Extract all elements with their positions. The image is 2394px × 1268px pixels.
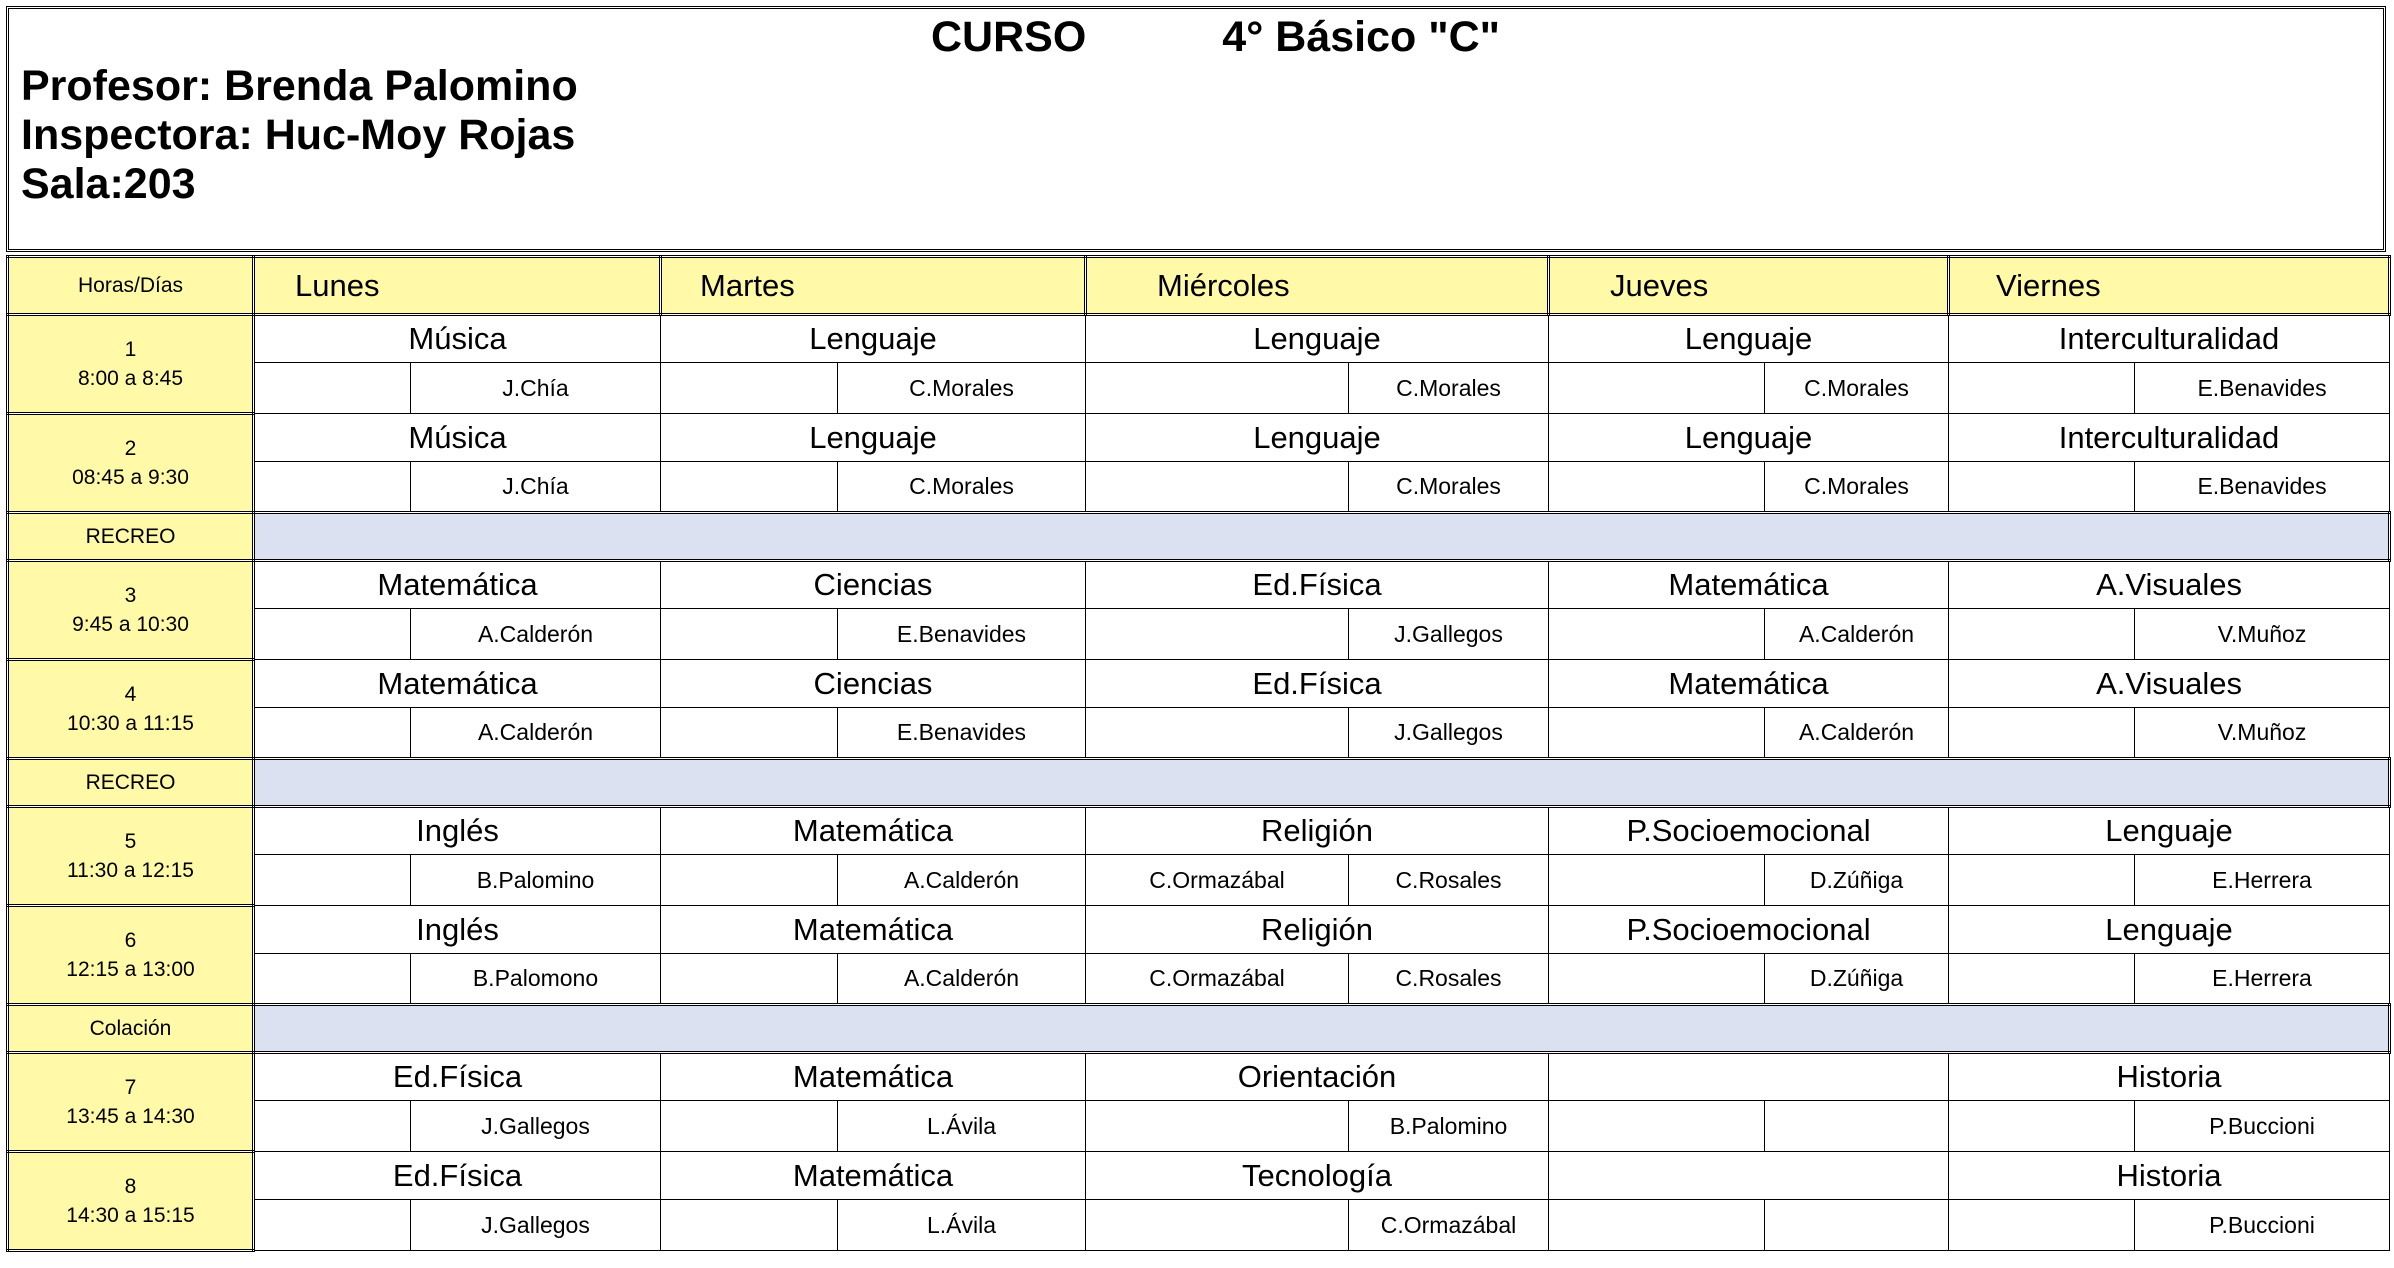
teacher-jueves — [1765, 1101, 1949, 1152]
break-row — [8, 513, 2390, 561]
break-label: RECREO — [8, 513, 254, 561]
teacher-martes: A.Calderón — [838, 954, 1086, 1005]
teacher-jueves: C.Morales — [1765, 462, 1949, 513]
subject-martes: Ciencias — [661, 561, 1086, 609]
co-teacher-miercoles: C.Ormazábal — [1086, 855, 1349, 906]
teacher-martes: E.Benavides — [838, 708, 1086, 759]
period-cell — [8, 1053, 254, 1152]
co-teacher-lunes — [254, 1101, 411, 1152]
period-time: 12:15 a 13:00 — [66, 958, 195, 981]
subject-miercoles: Orientación — [1086, 1053, 1549, 1101]
subject-lunes: Ed.Física — [254, 1152, 661, 1200]
teacher-jueves: C.Morales — [1765, 363, 1949, 414]
co-teacher-miercoles — [1086, 462, 1349, 513]
period-subject-row — [8, 906, 2390, 954]
period-number: 4 — [124, 683, 137, 706]
teacher-viernes: V.Muñoz — [2135, 609, 2390, 660]
subject-jueves: Lenguaje — [1549, 315, 1949, 363]
co-teacher-jueves — [1549, 363, 1765, 414]
subject-jueves — [1549, 1152, 1949, 1200]
subject-miercoles: Ed.Física — [1086, 561, 1549, 609]
teacher-lunes: J.Gallegos — [411, 1101, 661, 1152]
co-teacher-viernes — [1949, 708, 2135, 759]
teacher-viernes: E.Herrera — [2135, 855, 2390, 906]
teacher-lunes: J.Chía — [411, 462, 661, 513]
co-teacher-lunes — [254, 1200, 411, 1251]
days-header-row — [8, 257, 2390, 315]
subject-lunes: Inglés — [254, 906, 661, 954]
schedule-header — [6, 6, 2386, 252]
co-teacher-lunes — [254, 708, 411, 759]
break-row — [8, 1005, 2390, 1053]
co-teacher-miercoles — [1086, 708, 1349, 759]
teacher-martes: C.Morales — [838, 363, 1086, 414]
period-time: 11:30 a 12:15 — [67, 859, 194, 882]
break-band — [254, 513, 2390, 561]
period-cell — [8, 414, 254, 513]
co-teacher-viernes — [1949, 1200, 2135, 1251]
period-cell — [8, 561, 254, 660]
break-band — [254, 759, 2390, 807]
teacher-martes: A.Calderón — [838, 855, 1086, 906]
period-time: 08:45 a 9:30 — [72, 466, 189, 489]
teacher-martes: C.Morales — [838, 462, 1086, 513]
teacher-lunes: J.Chía — [411, 363, 661, 414]
teacher-jueves: A.Calderón — [1765, 609, 1949, 660]
co-teacher-martes — [661, 1101, 838, 1152]
teacher-lunes: J.Gallegos — [411, 1200, 661, 1251]
period-number: 1 — [124, 338, 137, 361]
co-teacher-miercoles — [1086, 609, 1349, 660]
subject-lunes: Ed.Física — [254, 1053, 661, 1101]
co-teacher-lunes — [254, 363, 411, 414]
co-teacher-lunes — [254, 954, 411, 1005]
period-time: 9:45 a 10:30 — [72, 613, 189, 636]
period-cell — [8, 906, 254, 1005]
subject-miercoles: Lenguaje — [1086, 315, 1549, 363]
co-teacher-jueves — [1549, 954, 1765, 1005]
subject-viernes: Lenguaje — [1949, 906, 2390, 954]
teacher-miercoles: C.Rosales — [1349, 855, 1549, 906]
co-teacher-miercoles — [1086, 1101, 1349, 1152]
day-header-lunes: Lunes — [254, 257, 661, 315]
teacher-miercoles: C.Ormazábal — [1349, 1200, 1549, 1251]
period-teacher-row — [8, 609, 2390, 660]
co-teacher-jueves — [1549, 609, 1765, 660]
day-header-martes: Martes — [661, 257, 1086, 315]
co-teacher-viernes — [1949, 1101, 2135, 1152]
co-teacher-martes — [661, 609, 838, 660]
period-subject-row — [8, 561, 2390, 609]
co-teacher-martes — [661, 363, 838, 414]
co-teacher-jueves — [1549, 462, 1765, 513]
period-cell — [8, 315, 254, 414]
period-subject-row — [8, 807, 2390, 855]
teacher-jueves — [1765, 1200, 1949, 1251]
teacher-viernes: E.Herrera — [2135, 954, 2390, 1005]
period-subject-row — [8, 315, 2390, 363]
break-label: Colación — [8, 1005, 254, 1053]
period-time: 14:30 a 15:15 — [66, 1204, 195, 1227]
period-number: 2 — [124, 437, 137, 460]
course-title — [931, 13, 1500, 62]
period-cell — [8, 1152, 254, 1251]
teacher-martes: L.Ávila — [838, 1200, 1086, 1251]
period-cell — [8, 660, 254, 759]
teacher-lunes: B.Palomino — [411, 855, 661, 906]
co-teacher-jueves — [1549, 708, 1765, 759]
break-label: RECREO — [8, 759, 254, 807]
break-band — [254, 1005, 2390, 1053]
teacher-miercoles: C.Morales — [1349, 462, 1549, 513]
co-teacher-miercoles: C.Ormazábal — [1086, 954, 1349, 1005]
subject-miercoles: Tecnología — [1086, 1152, 1549, 1200]
inspectora-line: Inspectora: Huc-Moy Rojas — [21, 111, 576, 159]
subject-lunes: Inglés — [254, 807, 661, 855]
sala-line: Sala:203 — [21, 160, 196, 208]
subject-miercoles: Lenguaje — [1086, 414, 1549, 462]
teacher-miercoles: C.Morales — [1349, 363, 1549, 414]
subject-jueves: P.Socioemocional — [1549, 906, 1949, 954]
period-number: 3 — [124, 584, 137, 607]
subject-martes: Lenguaje — [661, 315, 1086, 363]
co-teacher-jueves — [1549, 855, 1765, 906]
subject-miercoles: Religión — [1086, 807, 1549, 855]
teacher-martes: L.Ávila — [838, 1101, 1086, 1152]
teacher-viernes: V.Muñoz — [2135, 708, 2390, 759]
schedule-table — [6, 255, 2391, 1252]
break-row — [8, 759, 2390, 807]
co-teacher-viernes — [1949, 855, 2135, 906]
co-teacher-jueves — [1549, 1200, 1765, 1251]
period-number: 7 — [124, 1076, 137, 1099]
co-teacher-viernes — [1949, 609, 2135, 660]
teacher-viernes: P.Buccioni — [2135, 1101, 2390, 1152]
teacher-viernes: E.Benavides — [2135, 363, 2390, 414]
subject-miercoles: Ed.Física — [1086, 660, 1549, 708]
teacher-viernes: E.Benavides — [2135, 462, 2390, 513]
subject-lunes: Música — [254, 414, 661, 462]
period-subject-row — [8, 1053, 2390, 1101]
period-subject-row — [8, 660, 2390, 708]
subject-martes: Matemática — [661, 1152, 1086, 1200]
subject-lunes: Matemática — [254, 561, 661, 609]
subject-viernes: A.Visuales — [1949, 660, 2390, 708]
subject-martes: Lenguaje — [661, 414, 1086, 462]
period-subject-row — [8, 414, 2390, 462]
subject-martes: Matemática — [661, 1053, 1086, 1101]
subject-martes: Ciencias — [661, 660, 1086, 708]
teacher-miercoles: C.Rosales — [1349, 954, 1549, 1005]
co-teacher-lunes — [254, 462, 411, 513]
teacher-miercoles: B.Palomino — [1349, 1101, 1549, 1152]
period-time: 8:00 a 8:45 — [77, 367, 184, 390]
period-teacher-row — [8, 855, 2390, 906]
teacher-lunes: A.Calderón — [411, 609, 661, 660]
period-time: 13:45 a 14:30 — [66, 1105, 195, 1128]
period-subject-row — [8, 1152, 2390, 1200]
period-teacher-row — [8, 708, 2390, 759]
subject-miercoles: Religión — [1086, 906, 1549, 954]
teacher-jueves: A.Calderón — [1765, 708, 1949, 759]
subject-viernes: Interculturalidad — [1949, 414, 2390, 462]
co-teacher-martes — [661, 855, 838, 906]
period-teacher-row — [8, 954, 2390, 1005]
teacher-miercoles: J.Gallegos — [1349, 708, 1549, 759]
period-teacher-row — [8, 363, 2390, 414]
co-teacher-martes — [661, 708, 838, 759]
co-teacher-lunes — [254, 609, 411, 660]
co-teacher-miercoles — [1086, 1200, 1349, 1251]
subject-jueves: Matemática — [1549, 561, 1949, 609]
co-teacher-martes — [661, 1200, 838, 1251]
hours-days-header: Horas/Días — [8, 257, 254, 315]
period-time: 10:30 a 11:15 — [67, 712, 194, 735]
co-teacher-martes — [661, 462, 838, 513]
course-value: 4° Básico "C" — [1222, 13, 1501, 61]
teacher-jueves: D.Zúñiga — [1765, 954, 1949, 1005]
teacher-lunes: B.Palomono — [411, 954, 661, 1005]
subject-jueves: Matemática — [1549, 660, 1949, 708]
subject-lunes: Matemática — [254, 660, 661, 708]
co-teacher-lunes — [254, 855, 411, 906]
period-teacher-row — [8, 1200, 2390, 1251]
teacher-miercoles: J.Gallegos — [1349, 609, 1549, 660]
period-number: 6 — [124, 929, 137, 952]
day-header-miercoles: Miércoles — [1086, 257, 1549, 315]
day-header-jueves: Jueves — [1549, 257, 1949, 315]
subject-viernes: Interculturalidad — [1949, 315, 2390, 363]
period-number: 8 — [124, 1175, 137, 1198]
subject-viernes: Historia — [1949, 1053, 2390, 1101]
profesor-line: Profesor: Brenda Palomino — [21, 62, 578, 110]
subject-martes: Matemática — [661, 807, 1086, 855]
co-teacher-viernes — [1949, 363, 2135, 414]
subject-viernes: A.Visuales — [1949, 561, 2390, 609]
period-teacher-row — [8, 462, 2390, 513]
teacher-jueves: D.Zúñiga — [1765, 855, 1949, 906]
subject-viernes: Lenguaje — [1949, 807, 2390, 855]
co-teacher-martes — [661, 954, 838, 1005]
subject-lunes: Música — [254, 315, 661, 363]
subject-martes: Matemática — [661, 906, 1086, 954]
period-cell — [8, 807, 254, 906]
teacher-martes: E.Benavides — [838, 609, 1086, 660]
course-label: CURSO — [931, 13, 1087, 61]
subject-jueves: Lenguaje — [1549, 414, 1949, 462]
subject-jueves: P.Socioemocional — [1549, 807, 1949, 855]
co-teacher-viernes — [1949, 954, 2135, 1005]
period-teacher-row — [8, 1101, 2390, 1152]
subject-viernes: Historia — [1949, 1152, 2390, 1200]
co-teacher-miercoles — [1086, 363, 1349, 414]
subject-jueves — [1549, 1053, 1949, 1101]
co-teacher-viernes — [1949, 462, 2135, 513]
co-teacher-jueves — [1549, 1101, 1765, 1152]
teacher-lunes: A.Calderón — [411, 708, 661, 759]
day-header-viernes: Viernes — [1949, 257, 2390, 315]
period-number: 5 — [124, 830, 137, 853]
teacher-viernes: P.Buccioni — [2135, 1200, 2390, 1251]
